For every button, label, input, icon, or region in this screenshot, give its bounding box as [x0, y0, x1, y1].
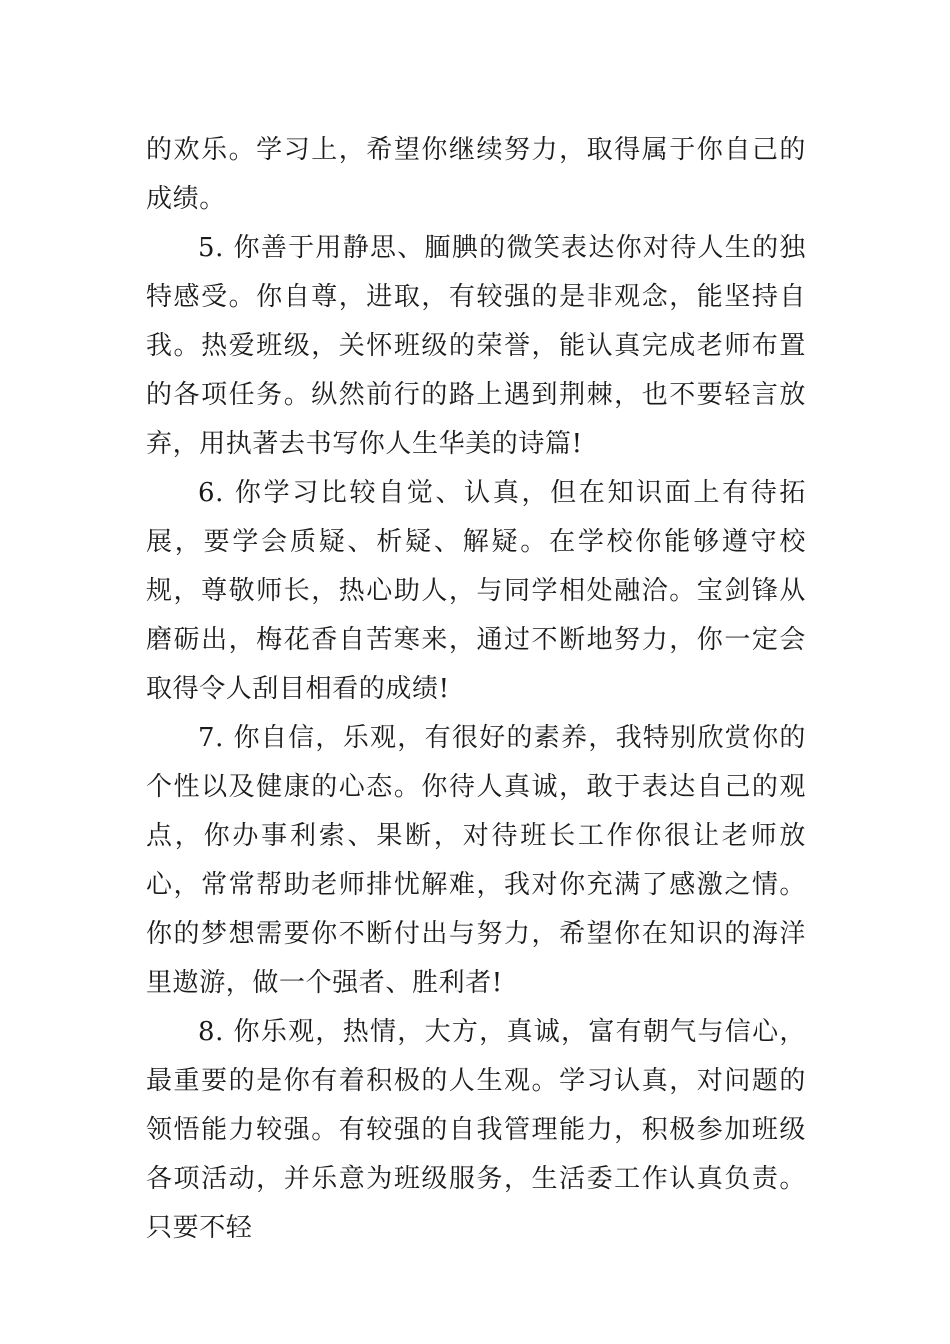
- paragraph-item-7: 7. 你自信，乐观，有很好的素养，我特别欣赏你的个性以及健康的心态。你待人真诚，敢于表达自己的观点，你办事利索、果断，对待班长工作你很让老师放心，常常帮助老师排忧解难，我对你充满了感激之情。你的梦想需要你不断付出与努力，希望你在知识的海洋里遨游，做一个强者、胜利者!: [146, 723, 806, 998]
- paragraph-item-5: 5. 你善于用静思、腼腆的微笑表达你对待人生的独特感受。你自尊，进取，有较强的是非观念，能坚持自我。热爱班级，关怀班级的荣誉，能认真完成老师布置的各项任务。纵然前行的路上遇到荆棘，也不要轻言放弃，用执著去书写你人生华美的诗篇!: [146, 233, 806, 459]
- paragraph-item-8: 8. 你乐观，热情，大方，真诚，富有朝气与信心，最重要的是你有着积极的人生观。学习认真，对问题的领悟能力较强。有较强的自我管理能力，积极参加班级各项活动，并乐意为班级服务，生活委工作认真负责。只要不轻: [146, 1017, 806, 1243]
- document-body: [146, 126, 806, 1253]
- paragraph-item-6: 6. 你学习比较自觉、认真，但在知识面上有待拓展，要学会质疑、析疑、解疑。在学校你能够遵守校规，尊敬师长，热心助人，与同学相处融洽。宝剑锋从磨砺出，梅花香自苦寒来，通过不断地努力，你一定会取得令人刮目相看的成绩!: [146, 478, 806, 704]
- paragraph-continuation: 的欢乐。学习上，希望你继续努力，取得属于你自己的成绩。: [146, 135, 806, 214]
